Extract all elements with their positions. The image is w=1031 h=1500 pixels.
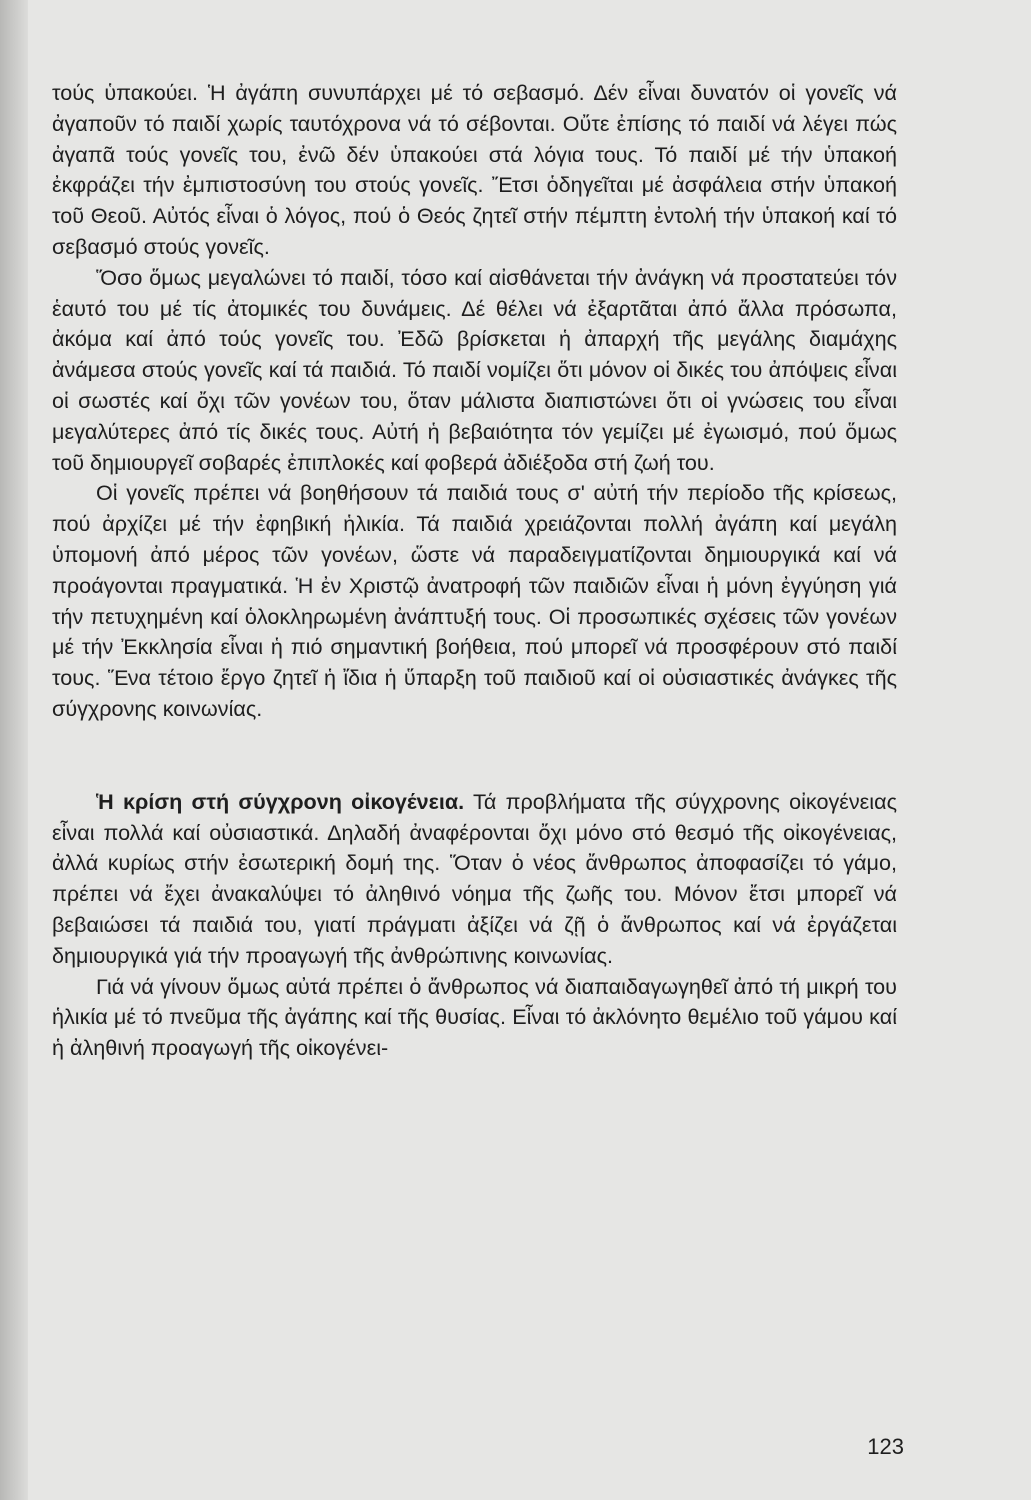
paragraph-1: τούς ὑπακούει. Ἡ ἀγάπη συνυπάρχει μέ τό σεβασμό. Δέν εἶναι δυνατόν οἱ γονεῖς νά ἀγαποῦν τό παιδί χωρίς ταυτόχρονα νά τό σέβονται. Οὔτε ἐπίσης τό παιδί νά λέγει πώς ἀγαπᾶ τούς γονεῖς του, ἐνῶ δέν ὑπακούει στά λόγια τους. Τό παιδί μέ τήν ὑπακοή ἐκφράζει τήν ἐμπιστοσύνη του στούς γονεῖς. Ἔτσι ὁδηγεῖται μέ ἀσφάλεια στήν ὑπακοή τοῦ Θεοῦ. Αὐτός εἶναι ὁ λόγος, πού ὁ Θεός ζητεῖ στήν πέμπτη ἐντολή τήν ὑπακοή καί τό σεβασμό στούς γονεῖς. xyxy=(52,80,897,259)
paragraph-5: Γιά νά γίνουν ὅμως αὐτά πρέπει ὁ ἄνθρωπος νά διαπαιδαγωγηθεῖ ἀπό τή μικρή του ἡλικία μέ τό πνεῦμα τῆς ἀγάπης καί τῆς θυσίας. Εἶναι τό ἀκλόνητο θεμέλιο τοῦ γάμου καί ἡ ἀληθινή προαγωγή τῆς οἰκογένει- xyxy=(52,973,897,1061)
page-gutter-shadow xyxy=(0,0,28,1500)
body-text xyxy=(52,78,897,1064)
paragraph-2: Ὅσο ὅμως μεγαλώνει τό παιδί, τόσο καί αἰσθάνεται τήν ἀνάγκη νά προστατεύει τόν ἑαυτό του μέ τίς ἀτομικές του δυνάμεις. Δέ θέλει νά ἐξαρτᾶται ἀπό ἄλλα πρόσωπα, ἀκόμα καί ἀπό τούς γονεῖς του. Ἐδῶ βρίσκεται ἡ ἀπαρχή τῆς μεγάλης διαμάχης ἀνάμεσα στούς γονεῖς καί τά παιδιά. Τό παιδί νομίζει ὅτι μόνον οἱ δικές του ἀπόψεις εἶναι οἱ σωστές καί ὄχι τῶν γονέων του, ὅταν μάλιστα διαπιστώνει ὅτι οἱ γνώσεις του εἶναι μεγαλύτερες ἀπό τίς δικές τους. Αὐτή ἡ βεβαιότητα τόν γεμίζει μέ ἐγωισμό, πού ὅμως τοῦ δημιουργεῖ σοβαρές ἐπιπλοκές καί φοβερά ἀδιέξοδα στή ζωή του. xyxy=(52,264,897,475)
paragraph-4 xyxy=(52,787,897,972)
page-number: 123 xyxy=(867,1434,904,1459)
paragraph-4-text: Τά προβλήματα τῆς σύγχρονης οἰκογένειας εἶναι πολλά καί οὐσιαστικά. Δηλαδή ἀναφέρονται ὄχι μόνο στό θεσμό τῆς οἰκογένειας, ἀλλά κυρίως στήν ἐσωτερική δομή της. Ὅταν ὁ νέος ἄνθρωπος ἀποφασίζει τό γάμο, πρέπει νά ἔχει ἀνακαλύψει τό ἀληθινό νόημα τῆς ζωῆς του. Μόνον ἔτσι μπορεῖ νά βεβαιώσει τά παιδιά του, γιατί πράγματι ἀξίζει νά ζῇ ὁ ἄνθρωπος καί νά ἐργάζεται δημιουργικά γιά τήν προαγωγή τῆς ἀνθρώπινης κοινωνίας. xyxy=(52,788,897,968)
section-heading: Ἡ κρίση στή σύγχρονη οἰκογένεια. xyxy=(96,788,465,814)
paragraph-3: Οἱ γονεῖς πρέπει νά βοηθήσουν τά παιδιά τους σ' αὐτή τήν περίοδο τῆς κρίσεως, πού ἀρχίζει μέ τήν ἐφηβική ἡλικία. Τά παιδιά χρειάζονται πολλή ἀγάπη καί μεγάλη ὑπομονή ἀπό μέρος τῶν γονέων, ὥστε νά παραδειγματίζονται δημιουργικά καί νά προάγονται πραγματικά. Ἡ ἐν Χριστῷ ἀνατροφή τῶν παιδιῶν εἶναι ἡ μόνη ἐγγύηση γιά τήν πετυχημένη καί ὁλοκληρωμένη ἀνάπτυξή τους. Οἱ προσωπικές σχέσεις τῶν γονέων μέ τήν Ἐκκλησία εἶναι ἡ πιό σημαντική βοήθεια, πού μπορεῖ νά προσφέρουν στό παιδί τους. Ἕνα τέτοιο ἔργο ζητεῖ ἡ ἴδια ἡ ὕπαρξη τοῦ παιδιοῦ καί οἱ οὐσιαστικές ἀνάγκες τῆς σύγχρονης κοινωνίας. xyxy=(52,480,897,721)
